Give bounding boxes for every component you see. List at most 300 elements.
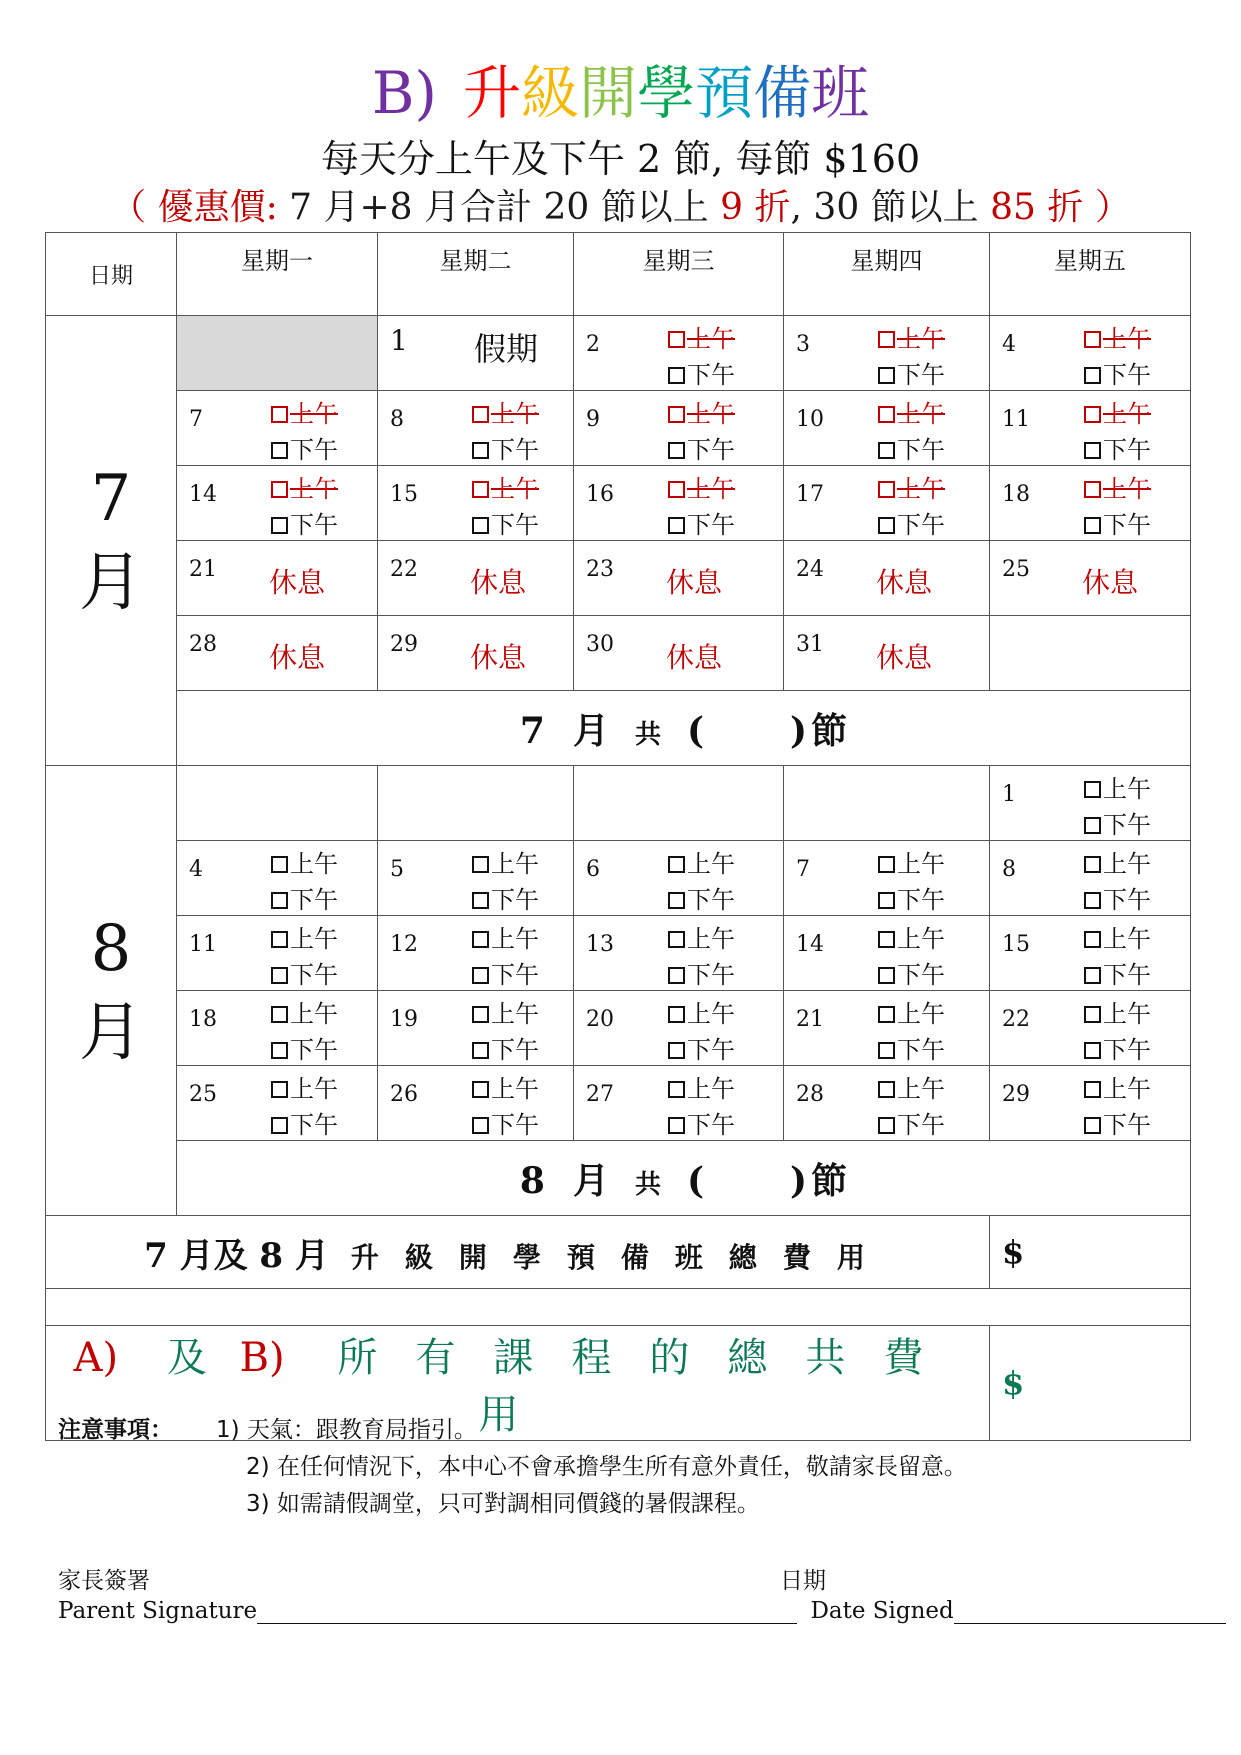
pm-slot-label: 下午 — [1103, 436, 1151, 464]
pm-slot-checkbox[interactable] — [472, 885, 539, 915]
checkbox-icon — [1084, 331, 1101, 348]
rest-label: 休息 — [269, 566, 326, 599]
pm-slot-checkbox[interactable] — [878, 960, 945, 990]
checkbox-icon — [1084, 817, 1101, 834]
pm-slot-checkbox[interactable] — [271, 885, 338, 915]
pm-slot-label: 下午 — [1103, 1036, 1151, 1064]
am-slot-checkbox — [878, 474, 945, 504]
checkbox-icon — [1084, 517, 1101, 534]
am-slot-label: 上午 — [491, 1075, 539, 1103]
checkbox-icon — [1084, 1117, 1101, 1134]
pm-slot-label: 下午 — [897, 436, 945, 464]
day-cell — [990, 841, 1191, 916]
pm-slot-checkbox[interactable] — [878, 435, 945, 465]
checkbox-icon — [472, 931, 489, 948]
pm-slot-label: 下午 — [290, 1111, 338, 1139]
am-slot-checkbox[interactable] — [668, 924, 735, 954]
pm-slot-label: 下午 — [491, 511, 539, 539]
week-row — [46, 991, 1191, 1066]
day-cell-content — [990, 916, 1190, 990]
checkbox-icon — [271, 967, 288, 984]
checkbox-icon — [668, 406, 685, 423]
empty-cell — [784, 766, 990, 841]
pm-slot-label: 下午 — [290, 511, 338, 539]
note-item: 3) 如需請假調堂，只可對調相同價錢的暑假課程。 — [246, 1491, 760, 1517]
am-slot-checkbox[interactable] — [271, 849, 338, 879]
schedule-table — [45, 232, 1191, 1441]
pm-slot-checkbox[interactable] — [668, 1110, 735, 1140]
checkbox-icon — [1084, 406, 1101, 423]
pm-slot-checkbox[interactable] — [1084, 960, 1151, 990]
checkbox-icon — [668, 517, 685, 534]
checkbox-icon — [668, 1117, 685, 1134]
checkbox-icon — [668, 1042, 685, 1059]
day-cell — [177, 616, 378, 691]
pm-slot-label: 下午 — [897, 886, 945, 914]
pm-slot-label: 下午 — [491, 1036, 539, 1064]
day-cell — [784, 466, 990, 541]
am-slot-label: 上午 — [1103, 1075, 1151, 1103]
checkbox-icon — [271, 1081, 288, 1098]
day-cell — [990, 466, 1191, 541]
day-number: 18 — [1002, 482, 1030, 507]
day-cell — [378, 841, 574, 916]
am-slot-checkbox[interactable] — [1084, 924, 1151, 954]
day-number: 13 — [586, 932, 614, 957]
day-number: 31 — [796, 632, 824, 657]
checkbox-icon — [271, 1042, 288, 1059]
pm-slot-checkbox[interactable] — [271, 960, 338, 990]
checkbox-icon — [1084, 1081, 1101, 1098]
am-slot-label: 上午 — [491, 400, 539, 428]
month-number: 8 — [90, 911, 132, 986]
table-header-row — [46, 233, 1191, 316]
day-number: 1 — [1002, 782, 1016, 807]
day-number: 24 — [796, 557, 824, 582]
august-section — [46, 766, 1191, 1216]
pm-slot-label: 下午 — [687, 361, 735, 389]
pm-slot-label: 下午 — [897, 361, 945, 389]
grand-total-label: A) 及 B) 所有課程的總共費用 — [46, 1326, 990, 1441]
am-slot-checkbox[interactable] — [271, 999, 338, 1029]
am-slot-checkbox[interactable] — [878, 999, 945, 1029]
day-cell-content — [574, 841, 783, 915]
checkbox-icon — [668, 1006, 685, 1023]
day-cell-content — [574, 391, 783, 465]
checkbox-icon — [472, 1081, 489, 1098]
pm-slot-checkbox[interactable] — [472, 510, 539, 540]
checkbox-icon — [472, 1006, 489, 1023]
pm-slot-checkbox[interactable] — [878, 360, 945, 390]
am-slot-checkbox — [668, 399, 735, 429]
day-cell — [574, 316, 784, 391]
checkbox-icon — [878, 892, 895, 909]
pm-slot-checkbox[interactable] — [1084, 1035, 1151, 1065]
day-cell — [784, 991, 990, 1066]
pm-slot-label: 下午 — [1103, 511, 1151, 539]
day-cell-content — [378, 841, 573, 915]
pm-slot-label: 下午 — [897, 1111, 945, 1139]
total-fee-row — [46, 1216, 1191, 1289]
weekday-header: 星期四 — [784, 233, 990, 316]
pm-slot-checkbox[interactable] — [1084, 510, 1151, 540]
notes-heading: 注意事項： — [58, 1417, 173, 1443]
day-number: 28 — [189, 632, 217, 657]
day-cell-content — [784, 1066, 989, 1140]
am-slot-checkbox[interactable] — [1084, 1074, 1151, 1104]
summary-num: 8 — [519, 1159, 545, 1202]
checkbox-icon — [1084, 892, 1101, 909]
pm-slot-checkbox[interactable] — [271, 510, 338, 540]
am-slot-label: 上午 — [1103, 400, 1151, 428]
am-slot-label: 上午 — [491, 1000, 539, 1028]
day-cell-content — [784, 316, 989, 390]
day-cell-content — [574, 316, 783, 390]
day-number: 18 — [189, 1007, 217, 1032]
week-row — [46, 541, 1191, 616]
checkbox-icon — [271, 931, 288, 948]
day-cell — [574, 466, 784, 541]
am-slot-checkbox[interactable] — [472, 999, 539, 1029]
pm-slot-checkbox[interactable] — [878, 1110, 945, 1140]
am-slot-label: 上午 — [687, 925, 735, 953]
day-cell — [574, 841, 784, 916]
day-cell — [378, 1066, 574, 1141]
pm-slot-checkbox[interactable] — [472, 435, 539, 465]
am-slot-label: 上午 — [290, 1075, 338, 1103]
day-number: 26 — [390, 1082, 418, 1107]
am-slot-label: 上午 — [687, 325, 735, 353]
checkbox-icon — [271, 856, 288, 873]
day-cell — [574, 541, 784, 616]
empty-cell — [990, 616, 1191, 691]
day-cell-content — [784, 991, 989, 1065]
pm-slot-checkbox[interactable] — [668, 1035, 735, 1065]
day-cell — [990, 766, 1191, 841]
summary-month: 月 — [572, 709, 609, 752]
day-cell-content — [990, 541, 1190, 615]
pm-slot-checkbox[interactable] — [271, 435, 338, 465]
pm-slot-checkbox[interactable] — [472, 960, 539, 990]
pm-slot-checkbox[interactable] — [668, 885, 735, 915]
month-char: 月 — [79, 995, 143, 1070]
checkbox-icon — [668, 1081, 685, 1098]
day-number: 9 — [586, 407, 600, 432]
pm-slot-checkbox[interactable] — [668, 510, 735, 540]
day-cell-content — [177, 391, 377, 465]
am-slot-checkbox[interactable] — [271, 924, 338, 954]
checkbox-icon — [1084, 1006, 1101, 1023]
day-cell-content — [378, 466, 573, 540]
holiday-label: 假期 — [474, 330, 539, 368]
page-title — [0, 58, 1241, 128]
august-summary — [177, 1141, 1191, 1216]
empty-cell — [378, 766, 574, 841]
date-signed-field[interactable] — [954, 1601, 1226, 1624]
checkbox-icon — [668, 892, 685, 909]
empty-cell — [574, 766, 784, 841]
day-cell — [784, 316, 990, 391]
month-number: 7 — [90, 461, 132, 536]
discount-line: （ 優惠價: 7 月+8 月合計 20 節以上 9 折, 30 節以上 85 折 ） — [110, 187, 1131, 228]
am-slot-label: 上午 — [1103, 325, 1151, 353]
day-cell-content — [574, 541, 783, 615]
checkbox-icon — [472, 442, 489, 459]
rest-label: 休息 — [876, 641, 933, 674]
am-slot-label: 上午 — [491, 475, 539, 503]
am-slot-label: 上午 — [687, 400, 735, 428]
am-slot-label: 上午 — [290, 925, 338, 953]
summary-open: ( — [686, 709, 705, 752]
day-number: 3 — [796, 332, 810, 357]
pm-slot-checkbox[interactable] — [472, 1110, 539, 1140]
day-number: 28 — [796, 1082, 824, 1107]
checkbox-icon — [472, 1117, 489, 1134]
rest-label: 休息 — [1082, 566, 1139, 599]
day-number: 4 — [189, 857, 203, 882]
day-cell-content — [990, 766, 1190, 840]
am-slot-checkbox — [878, 399, 945, 429]
am-slot-checkbox — [1084, 324, 1151, 354]
pm-slot-label: 下午 — [491, 886, 539, 914]
day-cell-content — [378, 391, 573, 465]
am-slot-label: 上午 — [1103, 475, 1151, 503]
day-cell — [784, 916, 990, 991]
am-slot-checkbox[interactable] — [878, 1074, 945, 1104]
parent-signature-field[interactable] — [257, 1601, 797, 1624]
day-cell-content — [784, 466, 989, 540]
pm-slot-checkbox[interactable] — [472, 1035, 539, 1065]
checkbox-icon — [271, 1006, 288, 1023]
note-item: 2) 在任何情況下，本中心不會承擔學生所有意外責任，敬請家長留意。 — [246, 1454, 967, 1480]
pm-slot-label: 下午 — [687, 436, 735, 464]
total-fee-amount[interactable]: $ — [990, 1216, 1191, 1289]
checkbox-icon — [878, 331, 895, 348]
day-cell-content — [990, 391, 1190, 465]
month-char: 月 — [79, 545, 143, 620]
signature-line: Parent Signature Date Signed — [58, 1598, 1226, 1624]
day-cell-content — [784, 616, 989, 690]
day-cell — [784, 841, 990, 916]
am-slot-checkbox[interactable] — [1084, 774, 1151, 804]
week-row — [46, 916, 1191, 991]
am-slot-checkbox[interactable] — [472, 924, 539, 954]
checkbox-icon — [668, 856, 685, 873]
am-slot-checkbox — [668, 474, 735, 504]
pm-slot-checkbox[interactable] — [1084, 810, 1151, 840]
checkbox-icon — [878, 442, 895, 459]
am-slot-checkbox[interactable] — [878, 849, 945, 879]
pm-slot-label: 下午 — [687, 1111, 735, 1139]
title-prefix: B) — [371, 59, 438, 127]
day-cell-content — [990, 1066, 1190, 1140]
checkbox-icon — [472, 892, 489, 909]
checkbox-icon — [878, 517, 895, 534]
summary-num: 7 — [519, 709, 545, 752]
checkbox-icon — [1084, 442, 1101, 459]
checkbox-icon — [472, 517, 489, 534]
day-cell — [177, 841, 378, 916]
checkbox-icon — [878, 1006, 895, 1023]
day-number: 23 — [586, 557, 614, 582]
am-slot-checkbox[interactable] — [472, 1074, 539, 1104]
pm-slot-label: 下午 — [491, 436, 539, 464]
day-cell-content — [574, 1066, 783, 1140]
am-slot-checkbox[interactable] — [1084, 849, 1151, 879]
day-number: 7 — [796, 857, 810, 882]
total-fee-label: 7 月及 8 月 升級開學預備班總費用 — [46, 1216, 990, 1289]
checkbox-icon — [878, 967, 895, 984]
day-number: 10 — [796, 407, 824, 432]
pm-slot-checkbox[interactable] — [668, 435, 735, 465]
pm-slot-checkbox[interactable] — [878, 885, 945, 915]
am-slot-label: 上午 — [897, 1075, 945, 1103]
checkbox-icon — [668, 367, 685, 384]
pm-slot-checkbox[interactable] — [878, 1035, 945, 1065]
week-row — [46, 1066, 1191, 1141]
day-cell — [574, 1066, 784, 1141]
pm-slot-label: 下午 — [687, 886, 735, 914]
day-cell-content — [177, 466, 377, 540]
day-number: 25 — [189, 1082, 217, 1107]
title-text — [463, 59, 869, 127]
day-cell — [990, 541, 1191, 616]
pm-slot-checkbox[interactable] — [1084, 360, 1151, 390]
pm-slot-label: 下午 — [897, 511, 945, 539]
summary-open: ( — [686, 1159, 705, 1202]
day-cell — [378, 466, 574, 541]
day-number: 17 — [796, 482, 824, 507]
day-cell — [784, 391, 990, 466]
title-char: 預 — [695, 59, 754, 127]
day-cell — [784, 616, 990, 691]
pm-slot-checkbox[interactable] — [878, 510, 945, 540]
day-number: 29 — [390, 632, 418, 657]
day-cell-content — [784, 916, 989, 990]
rest-label: 休息 — [269, 641, 326, 674]
weekday-header: 星期二 — [378, 233, 574, 316]
day-number: 21 — [189, 557, 217, 582]
parent-signature-label-zh: 家長簽署 — [58, 1568, 150, 1594]
pm-slot-label: 下午 — [290, 1036, 338, 1064]
day-cell-content — [784, 391, 989, 465]
pm-slot-checkbox[interactable] — [1084, 885, 1151, 915]
day-number: 16 — [586, 482, 614, 507]
weekday-header: 星期五 — [990, 233, 1191, 316]
day-number: 30 — [586, 632, 614, 657]
am-slot-checkbox[interactable] — [1084, 999, 1151, 1029]
pm-slot-checkbox[interactable] — [1084, 1110, 1151, 1140]
day-cell-content — [378, 991, 573, 1065]
title-char: 班 — [811, 59, 870, 127]
day-number: 14 — [189, 482, 217, 507]
day-number: 22 — [390, 557, 418, 582]
day-cell — [378, 391, 574, 466]
am-slot-label: 上午 — [491, 850, 539, 878]
title-char: 升 — [463, 59, 522, 127]
rest-label: 休息 — [876, 566, 933, 599]
day-cell-content — [574, 616, 783, 690]
date-header: 日期 — [46, 233, 177, 316]
checkbox-icon — [1084, 856, 1101, 873]
checkbox-icon — [878, 481, 895, 498]
summary-total: 共 — [634, 1169, 661, 1200]
am-slot-checkbox[interactable] — [668, 999, 735, 1029]
checkbox-icon — [668, 331, 685, 348]
day-cell — [378, 616, 574, 691]
day-cell-content — [177, 841, 377, 915]
day-cell — [177, 541, 378, 616]
day-number: 4 — [1002, 332, 1016, 357]
am-slot-checkbox — [1084, 399, 1151, 429]
pm-slot-label: 下午 — [687, 961, 735, 989]
summary-month: 月 — [572, 1159, 609, 1202]
checkbox-icon — [878, 931, 895, 948]
weekday-header: 星期一 — [177, 233, 378, 316]
checkbox-icon — [1084, 781, 1101, 798]
summary-close: ) — [790, 1159, 808, 1202]
day-number: 12 — [390, 932, 418, 957]
checkbox-icon — [271, 406, 288, 423]
grand-total-amount[interactable]: $ — [990, 1326, 1191, 1441]
am-slot-checkbox[interactable] — [668, 849, 735, 879]
week-row — [46, 466, 1191, 541]
pm-slot-label: 下午 — [1103, 961, 1151, 989]
am-slot-checkbox[interactable] — [878, 924, 945, 954]
am-slot-checkbox[interactable] — [271, 1074, 338, 1104]
day-cell-content — [990, 841, 1190, 915]
day-cell — [378, 541, 574, 616]
am-slot-label: 上午 — [687, 1000, 735, 1028]
holiday-cell — [378, 316, 574, 391]
day-cell-content — [574, 466, 783, 540]
am-slot-label: 上午 — [687, 475, 735, 503]
day-cell — [378, 991, 574, 1066]
pm-slot-checkbox[interactable] — [1084, 435, 1151, 465]
day-cell — [990, 1066, 1191, 1141]
week-row — [46, 391, 1191, 466]
day-cell-content — [990, 316, 1190, 390]
day-cell-content — [177, 616, 377, 690]
day-number: 8 — [1002, 857, 1016, 882]
day-number: 15 — [1002, 932, 1030, 957]
day-number: 25 — [1002, 557, 1030, 582]
title-char: 開 — [579, 59, 638, 127]
day-number: 11 — [1002, 407, 1030, 432]
pm-slot-checkbox[interactable] — [668, 960, 735, 990]
am-slot-checkbox[interactable] — [472, 849, 539, 879]
am-slot-label: 上午 — [687, 850, 735, 878]
pm-slot-checkbox[interactable] — [271, 1110, 338, 1140]
day-cell-content — [990, 991, 1190, 1065]
day-cell — [177, 391, 378, 466]
day-cell — [990, 391, 1191, 466]
day-cell — [378, 916, 574, 991]
pm-slot-label: 下午 — [290, 886, 338, 914]
pm-slot-label: 下午 — [491, 961, 539, 989]
checkbox-icon — [668, 967, 685, 984]
checkbox-icon — [878, 856, 895, 873]
checkbox-icon — [271, 892, 288, 909]
am-slot-checkbox — [668, 324, 735, 354]
am-slot-checkbox[interactable] — [668, 1074, 735, 1104]
pm-slot-checkbox[interactable] — [668, 360, 735, 390]
day-cell-content — [574, 916, 783, 990]
pm-slot-label: 下午 — [491, 1111, 539, 1139]
pm-slot-checkbox[interactable] — [271, 1035, 338, 1065]
day-cell — [784, 1066, 990, 1141]
date-label-zh: 日期 — [780, 1568, 826, 1594]
